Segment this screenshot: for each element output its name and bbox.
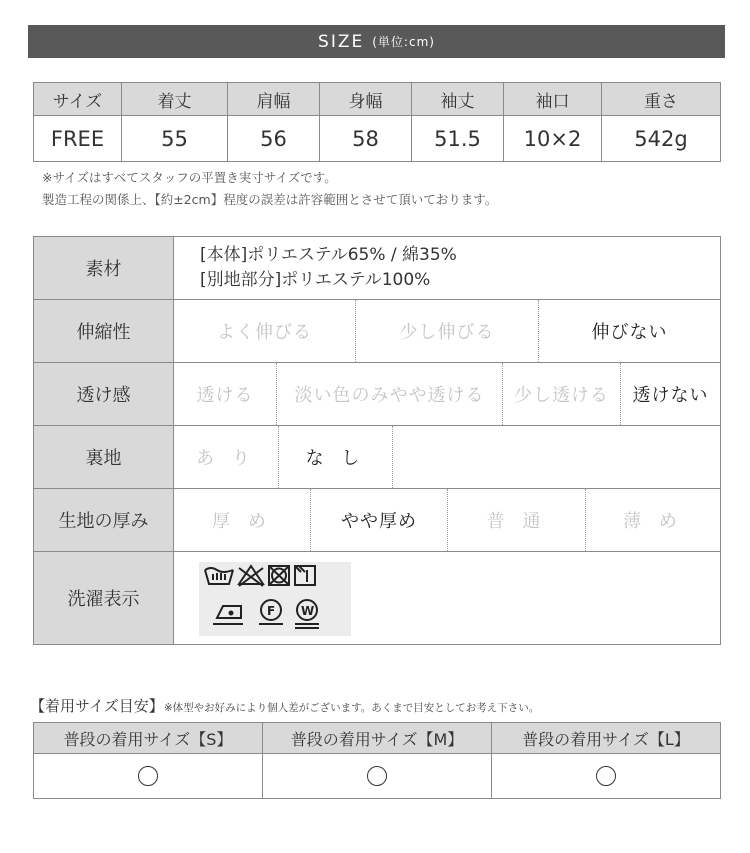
size-cell: 542g bbox=[602, 116, 721, 162]
lining-option-selected: な し bbox=[279, 426, 393, 488]
fit-circle-mark bbox=[596, 766, 616, 786]
size-header-title: SIZE bbox=[318, 31, 365, 52]
lining-option: あ り bbox=[174, 426, 279, 488]
stretch-option-selected: 伸びない bbox=[591, 322, 668, 343]
fit-guide-note: ※体型やお好みにより個人差がございます。あくまで目安としてお考え下さい。 bbox=[163, 702, 540, 714]
sheer-option: 透ける bbox=[174, 363, 277, 425]
sheer-option: 少し透ける bbox=[503, 363, 621, 425]
size-cell: FREE bbox=[34, 116, 122, 162]
fit-guide-heading: 【着用サイズ目安】 bbox=[30, 697, 164, 715]
size-table-row bbox=[34, 116, 721, 162]
fit-guide-header: 普段の着用サイズ【S】 bbox=[34, 723, 263, 754]
size-header-unit: (単位:cm) bbox=[372, 35, 435, 49]
dry-clean-f-letter: F bbox=[267, 604, 276, 618]
size-cell: 56 bbox=[228, 116, 320, 162]
spec-row-sheer bbox=[34, 363, 720, 426]
material-line: [別地部分]ポリエステル100% bbox=[200, 270, 431, 290]
thickness-option-selected: やや厚め bbox=[311, 489, 448, 551]
fit-circle-mark bbox=[138, 766, 158, 786]
do-not-tumble-dry-icon bbox=[269, 566, 289, 585]
iron-low-icon bbox=[213, 606, 243, 624]
spec-row-material bbox=[34, 237, 720, 300]
sheer-options bbox=[174, 363, 720, 425]
size-col-header: サイズ bbox=[34, 83, 122, 116]
size-table-header-row bbox=[34, 83, 721, 116]
size-col-header: 袖口 bbox=[504, 83, 602, 116]
spec-label: 洗濯表示 bbox=[34, 552, 174, 644]
material-line: [本体]ポリエステル65% / 綿35% bbox=[200, 245, 457, 265]
size-col-header: 着丈 bbox=[122, 83, 228, 116]
spec-row-thickness bbox=[34, 489, 720, 552]
thickness-option: 薄 め bbox=[623, 511, 683, 532]
fit-guide-cell bbox=[492, 754, 721, 799]
size-col-header: 重さ bbox=[602, 83, 721, 116]
size-col-header: 肩幅 bbox=[228, 83, 320, 116]
sheer-option-selected: 透けない bbox=[632, 385, 709, 406]
fit-guide-header: 普段の着用サイズ【L】 bbox=[492, 723, 721, 754]
fit-guide-row bbox=[34, 754, 721, 799]
size-header-bar bbox=[28, 25, 725, 58]
fit-guide-title bbox=[30, 695, 539, 716]
spec-row-stretch bbox=[34, 300, 720, 363]
size-cell: 58 bbox=[320, 116, 412, 162]
tolerance-note: 製造工程の関係上、【約±2cm】程度の誤差は許容範囲とさせて頂いております。 bbox=[42, 192, 498, 207]
stretch-options bbox=[174, 300, 720, 362]
size-note: ※サイズはすべてスタッフの平置き実寸サイズです。 bbox=[42, 170, 337, 185]
care-cell bbox=[174, 552, 720, 644]
spec-row-care bbox=[34, 552, 720, 644]
size-cell: 55 bbox=[122, 116, 228, 162]
fit-guide-header-row bbox=[34, 723, 721, 754]
line-dry-shade-icon bbox=[295, 566, 315, 585]
lining-empty-cell bbox=[393, 426, 720, 488]
size-cell: 51.5 bbox=[412, 116, 504, 162]
size-cell: 10×2 bbox=[504, 116, 602, 162]
wet-clean-w-letter: W bbox=[301, 604, 315, 618]
material-text bbox=[174, 237, 457, 299]
stretch-option: 少し伸びる bbox=[356, 300, 539, 362]
do-not-bleach-icon bbox=[239, 566, 263, 586]
spec-table bbox=[33, 236, 721, 645]
stretch-option: よく伸びる bbox=[174, 300, 356, 362]
spec-label: 生地の厚み bbox=[34, 489, 174, 551]
thickness-options bbox=[174, 489, 720, 551]
thickness-option: 厚 め bbox=[174, 489, 311, 551]
spec-label: 裏地 bbox=[34, 426, 174, 488]
fit-circle-mark bbox=[367, 766, 387, 786]
fit-guide-table bbox=[33, 722, 721, 799]
sheer-option: 淡い色のみやや透ける bbox=[277, 363, 503, 425]
care-label-image bbox=[199, 562, 351, 636]
lining-options bbox=[174, 426, 720, 488]
fit-guide-header: 普段の着用サイズ【M】 bbox=[263, 723, 492, 754]
hand-wash-30-icon bbox=[205, 568, 233, 584]
size-col-header: 袖丈 bbox=[412, 83, 504, 116]
size-table bbox=[33, 82, 721, 162]
fit-guide-cell bbox=[34, 754, 263, 799]
spec-label: 素材 bbox=[34, 237, 174, 299]
thickness-option: 普 通 bbox=[448, 489, 586, 551]
spec-label: 透け感 bbox=[34, 363, 174, 425]
fit-guide-cell bbox=[263, 754, 492, 799]
size-col-header: 身幅 bbox=[320, 83, 412, 116]
spec-row-lining bbox=[34, 426, 720, 489]
spec-label: 伸縮性 bbox=[34, 300, 174, 362]
